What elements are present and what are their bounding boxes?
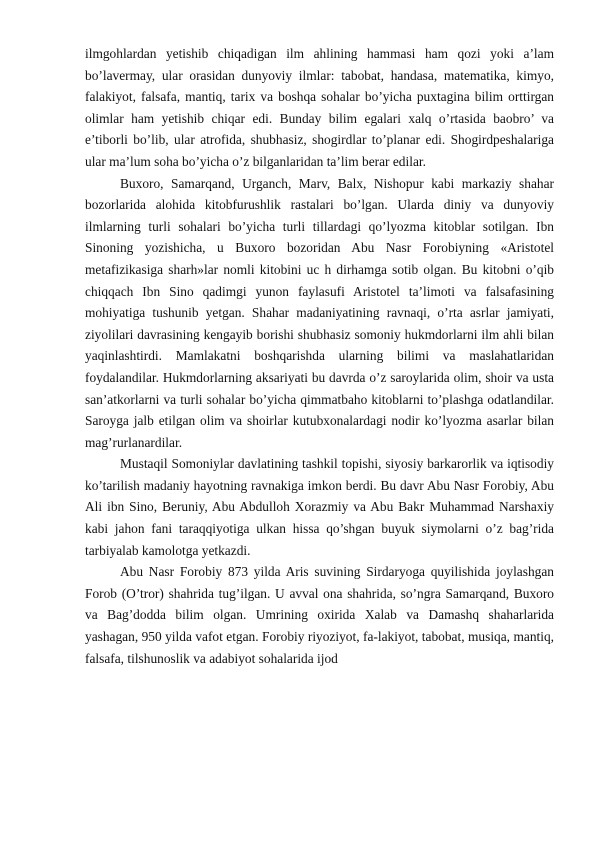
paragraph-bazaars: Buxoro, Samarqand, Urganch, Marv, Balx, Nishopur kabi markaziy shahar bozorlarida alohida kitobfurushlik rastalari bo’lgan. Ularda diniy va dunyoviy ilmlarning turli sohalari bo’yicha turli tillardagi qo’lyozma kitoblar sotilgan. Ibn Sinoning yozishicha, u Buxoro bozoridan Abu Nasr Forobiyning «Aristotel metafizikasiga sharh»lar nomli kitobini uc h dirhamga sotib olgan. Bu kitobni o’qib chiqqach Ibn Sino qadimgi yunon faylasufi Aristotel ta’limoti va falsafasining mohiyatiga tushunib yetgan. Shahar madaniyatining ravnaqi, o’rta asrlar jamiyati, ziyolilari davrasining kengayib borishi shubhasiz somoniy hukmdorlarni ilm ahli bilan yaqinlashtirdi. Mamlakatni boshqarishda ularning bilimi va maslahatlaridan foydalandilar. Hukmdorlarning aksariyati bu davrda o’z saroylarida olim, shoir va usta san’atkorlarni va turli sohalar bo’yicha qimmatbaho kitoblarni to’plashga odatlandilar. Saroyga jalb etilgan olim va shoirlar kutubxonalardagi nodir ko’lyozma asarlar bilan mag’rurlanardilar. [85,175,554,450]
paragraph-farabi: Abu Nasr Forobiy 873 yilda Aris suvining Sirdaryoga quyilishida joylashgan Forob (O’tror) shahrida tug’ilgan. U avval ona shahrida, so’ngra Samarqand, Buxoro va Bag’dodda bilim olgan. Umrining oxirida Xalab va Damashq shaharlarida yashagan, 950 yilda vafot etgan. Forobiy riyoziyot, fa-lakiyot, tabobat, musiqa, mantiq, falsafa, tilshunoslik va adabiyot sohalarida ijod [85,564,554,666]
paragraph-continued: ilmgohlardan yetishib chiqadigan ilm ahlining hammasi ham qozi yoki a’lam bo’lavermay, ular orasidan dunyoviy ilmlar: tabobat, handasa, matematika, kimyo, falakiyot, falsafa, mantiq, tarix va boshqa sohalar bo’yicha puxtagina bilim orttirgan olimlar ham yetishib chiqar edi. Bunday bilim egalari xalq o’rtasida baobro’ va e’tiborli bo’lib, ular atrofida, shubhasiz, shogirdlar to’planar edi. Shogirdpeshalariga ular ma’lum soha bo’yicha o’z bilganlaridan ta’lim berar edilar. [85,46,554,169]
paragraph-samanids: Mustaqil Somoniylar davlatining tashkil topishi, siyosiy barkarorlik va iqtisodiy ko’tarilish madaniy hayotning ravnakiga imkon berdi. Bu davr Abu Nasr Forobiy, Abu Ali ibn Sino, Beruniy, Abu Abdulloh Xorazmiy va Abu Bakr Muhammad Narshaxiy kabi jahon fani taraqqiyotiga ulkan hissa qo’shgan buyuk siymolarni o’z bag’rida tarbiyalab kamolotga yetkazdi. [85,456,554,558]
body-text [85,43,554,669]
